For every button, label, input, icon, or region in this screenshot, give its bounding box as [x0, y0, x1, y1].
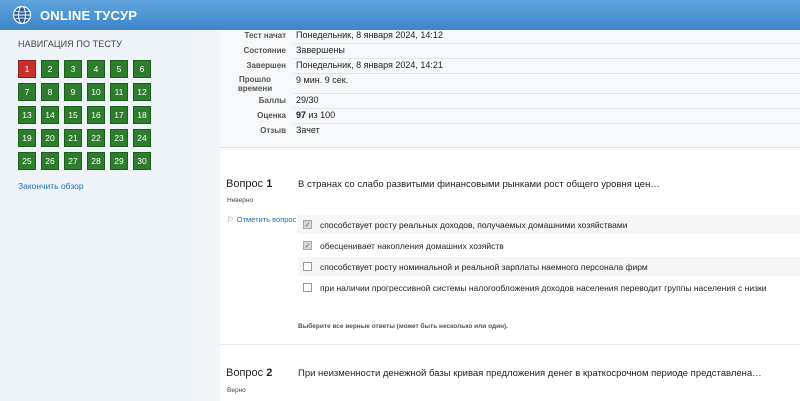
- globe-icon[interactable]: [12, 5, 32, 25]
- question-2-title: [226, 367, 272, 379]
- question-nav-button-1[interactable]: 1: [18, 60, 36, 78]
- question-nav-button-16[interactable]: 16: [87, 106, 105, 124]
- flag-icon: ⚐: [227, 215, 234, 224]
- question-nav-button-15[interactable]: 15: [64, 106, 82, 124]
- question-2-text: При неизменности денежной базы кривая предложения денег в краткосрочном периоде представлена…: [298, 368, 762, 379]
- quiz-navigation-sidebar: [0, 30, 192, 401]
- summary-value: Завершены: [296, 45, 345, 55]
- question-nav-button-13[interactable]: 13: [18, 106, 36, 124]
- answer-text: способствует росту реальных доходов, получаемых домашними хозяйствами: [320, 219, 628, 230]
- summary-label: Прошло времени: [237, 75, 273, 93]
- flag-question-link[interactable]: ⚐ Отметить вопрос: [227, 215, 297, 224]
- main-content: [192, 30, 800, 401]
- finish-review-link[interactable]: Закончить обзор: [18, 181, 84, 191]
- question-number: 1: [266, 178, 273, 190]
- answer-hint: Выберите все верные ответы (может быть несколько или один).: [298, 323, 508, 330]
- question-nav-button-5[interactable]: 5: [110, 60, 128, 78]
- content-gutter: [192, 30, 220, 401]
- question-label: Вопрос: [226, 367, 264, 379]
- grade-suffix: из 100: [306, 110, 336, 120]
- answer-checkbox[interactable]: ✓: [304, 221, 311, 229]
- question-nav-button-3[interactable]: 3: [64, 60, 82, 78]
- question-nav-button-4[interactable]: 4: [87, 60, 105, 78]
- question-nav-button-19[interactable]: 19: [18, 129, 36, 147]
- answer-text: обесценивает накопления домашних хозяйств: [320, 240, 504, 251]
- summary-label: Отзыв: [260, 126, 286, 135]
- question-label: Вопрос: [226, 178, 264, 190]
- summary-value: Понедельник, 8 января 2024, 14:12: [296, 30, 443, 40]
- answer-text: при наличии прогрессивной системы налогообложения доходов населения переводит группы населения с низки: [320, 282, 767, 293]
- question-nav-button-22[interactable]: 22: [87, 129, 105, 147]
- question-2: [220, 30, 800, 401]
- question-navigation-grid: [18, 60, 151, 170]
- question-nav-button-18[interactable]: 18: [133, 106, 151, 124]
- quiz-navigation-heading: НАВИГАЦИЯ ПО ТЕСТУ: [18, 39, 123, 49]
- summary-label: Завершен: [246, 61, 286, 70]
- question-nav-button-17[interactable]: 17: [110, 106, 128, 124]
- question-nav-button-25[interactable]: 25: [18, 152, 36, 170]
- answer-text: способствует росту номинальной и реальной зарплаты наемного персонала фирм: [320, 261, 648, 272]
- question-nav-button-14[interactable]: 14: [41, 106, 59, 124]
- question-nav-button-6[interactable]: 6: [133, 60, 151, 78]
- summary-label: Тест начат: [244, 31, 286, 40]
- site-title[interactable]: ONLINE ТУСУР: [40, 7, 138, 23]
- grade-value: 97: [296, 110, 307, 120]
- question-nav-button-9[interactable]: 9: [64, 83, 82, 101]
- summary-label: Состояние: [243, 46, 286, 55]
- question-nav-button-23[interactable]: 23: [110, 129, 128, 147]
- question-nav-button-8[interactable]: 8: [41, 83, 59, 101]
- question-nav-button-21[interactable]: 21: [64, 129, 82, 147]
- summary-value: Понедельник, 8 января 2024, 14:21: [296, 60, 443, 70]
- summary-label: Оценка: [257, 111, 286, 120]
- question-nav-button-7[interactable]: 7: [18, 83, 36, 101]
- question-1-status: Неверно: [227, 197, 254, 204]
- question-nav-button-30[interactable]: 30: [133, 152, 151, 170]
- question-nav-button-29[interactable]: 29: [110, 152, 128, 170]
- answer-checkbox[interactable]: ✓: [304, 242, 311, 250]
- question-nav-button-12[interactable]: 12: [133, 83, 151, 101]
- question-1-text: В странах со слабо развитыми финансовыми рынками рост общего уровня цен…: [298, 179, 660, 190]
- question-nav-button-2[interactable]: 2: [41, 60, 59, 78]
- summary-label: Баллы: [258, 96, 286, 105]
- summary-value: 29/30: [296, 95, 319, 105]
- question-nav-button-24[interactable]: 24: [133, 129, 151, 147]
- question-2-status: Верно: [227, 387, 246, 394]
- question-number: 2: [266, 367, 273, 379]
- summary-value: 9 мин. 9 сек.: [296, 75, 349, 85]
- top-bar: [0, 0, 800, 30]
- question-nav-button-28[interactable]: 28: [87, 152, 105, 170]
- question-nav-button-11[interactable]: 11: [110, 83, 128, 101]
- question-nav-button-26[interactable]: 26: [41, 152, 59, 170]
- question-nav-button-20[interactable]: 20: [41, 129, 59, 147]
- question-nav-button-27[interactable]: 27: [64, 152, 82, 170]
- summary-value: Зачет: [296, 125, 320, 135]
- question-nav-button-10[interactable]: 10: [87, 83, 105, 101]
